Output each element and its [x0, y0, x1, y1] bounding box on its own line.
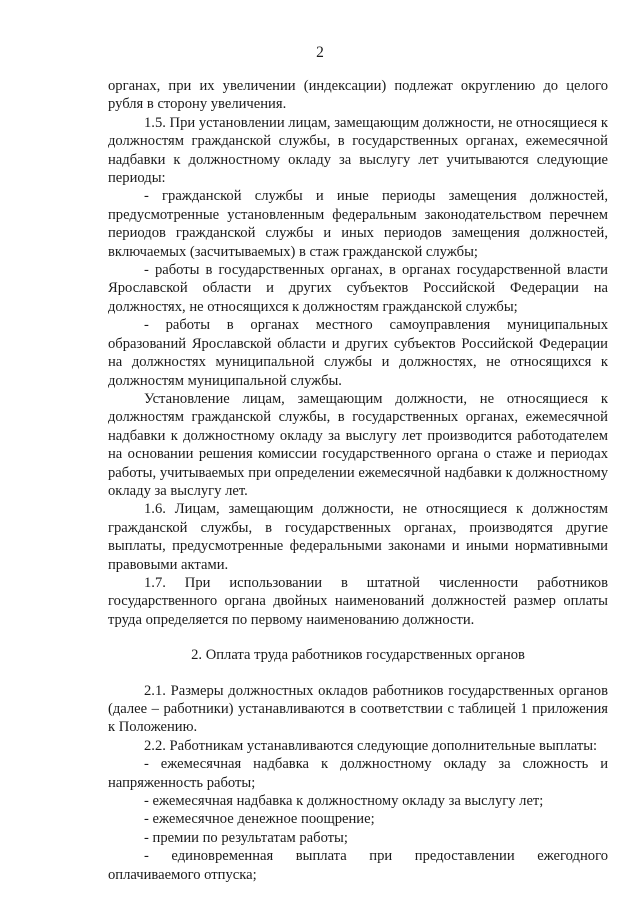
section-heading: 2. Оплата труда работников государственных органов [191, 647, 525, 664]
document-body [108, 77, 608, 884]
list-item-seniority-allowance: - ежемесячная надбавка к должностному окладу за выслугу лет; [144, 793, 544, 810]
paragraph-continuation: органах, при их увеличении (индексации) подлежат округлению до целого рубля в сторону увеличения. [108, 78, 608, 113]
list-item-complexity-allowance: - ежемесячная надбавка к должностному окладу за сложность и напряженность работы; [108, 756, 608, 791]
list-item-state-bodies: - работы в государственных органах, в органах государственной власти Ярославской области и других субъектов Российской Федерации на должностях, не относящихся к должностям гражданской службы; [108, 262, 608, 315]
paragraph-1-5: 1.5. При установлении лицам, замещающим должности, не относящиеся к должностям гражданской службы, в государственных органах, ежемесячной надбавки к должностному окладу за выслугу лет учитываются следующие периоды: [108, 114, 608, 187]
list-item-vacation-payment: - единовременная выплата при предоставлении ежегодного оплачиваемого отпуска; [108, 848, 608, 883]
paragraph-allowance-procedure: Установление лицам, замещающим должности, не относящиеся к должностям гражданской службы, в государственных органах, ежемесячной надбавки к должностному окладу за выслугу лет производится работодателем на основании решения комиссии государственного органа о стаже и периодах работы, учитываемых при определении ежемесячной надбавки к должностному окладу за выслугу лет. [108, 390, 608, 499]
page-number: 2 [316, 44, 324, 61]
list-item-civil-service: - гражданской службы и иные периоды замещения должностей, предусмотренные установленным федеральным законодательством перечнем периодов гражданской службы и иных периодов замещения должностей, включаемых (засчитываемых) в стаж гражданской службы; [108, 188, 608, 260]
paragraph-1-6: 1.6. Лицам, замещающим должности, не относящиеся к должностям гражданской службы, в государственных органах, производятся другие выплаты, предусмотренные федеральными законами и иными нормативными правовыми актами. [108, 501, 608, 573]
paragraph-2-1: 2.1. Размеры должностных окладов работников государственных органов (далее – работники) устанавливаются в соответствии с таблицей 1 приложения к Положению. [108, 682, 608, 736]
paragraph-1-7: 1.7. При использовании в штатной численности работников государственного органа двойных наименований должностей размер оплаты труда определяется по первому наименованию должности. [108, 574, 608, 628]
list-item-performance-bonus: - премии по результатам работы; [144, 829, 348, 846]
list-item-local-government: - работы в органах местного самоуправления муниципальных образований Ярославской области и других субъектов Российской Федерации на должностях муниципальной службы и должностях, не относящихся к должностям муниципальной службы. [108, 317, 608, 389]
paragraph-2-2: 2.2. Работникам устанавливаются следующие дополнительные выплаты: [144, 737, 598, 754]
list-item-monthly-incentive: - ежемесячное денежное поощрение; [144, 811, 375, 828]
